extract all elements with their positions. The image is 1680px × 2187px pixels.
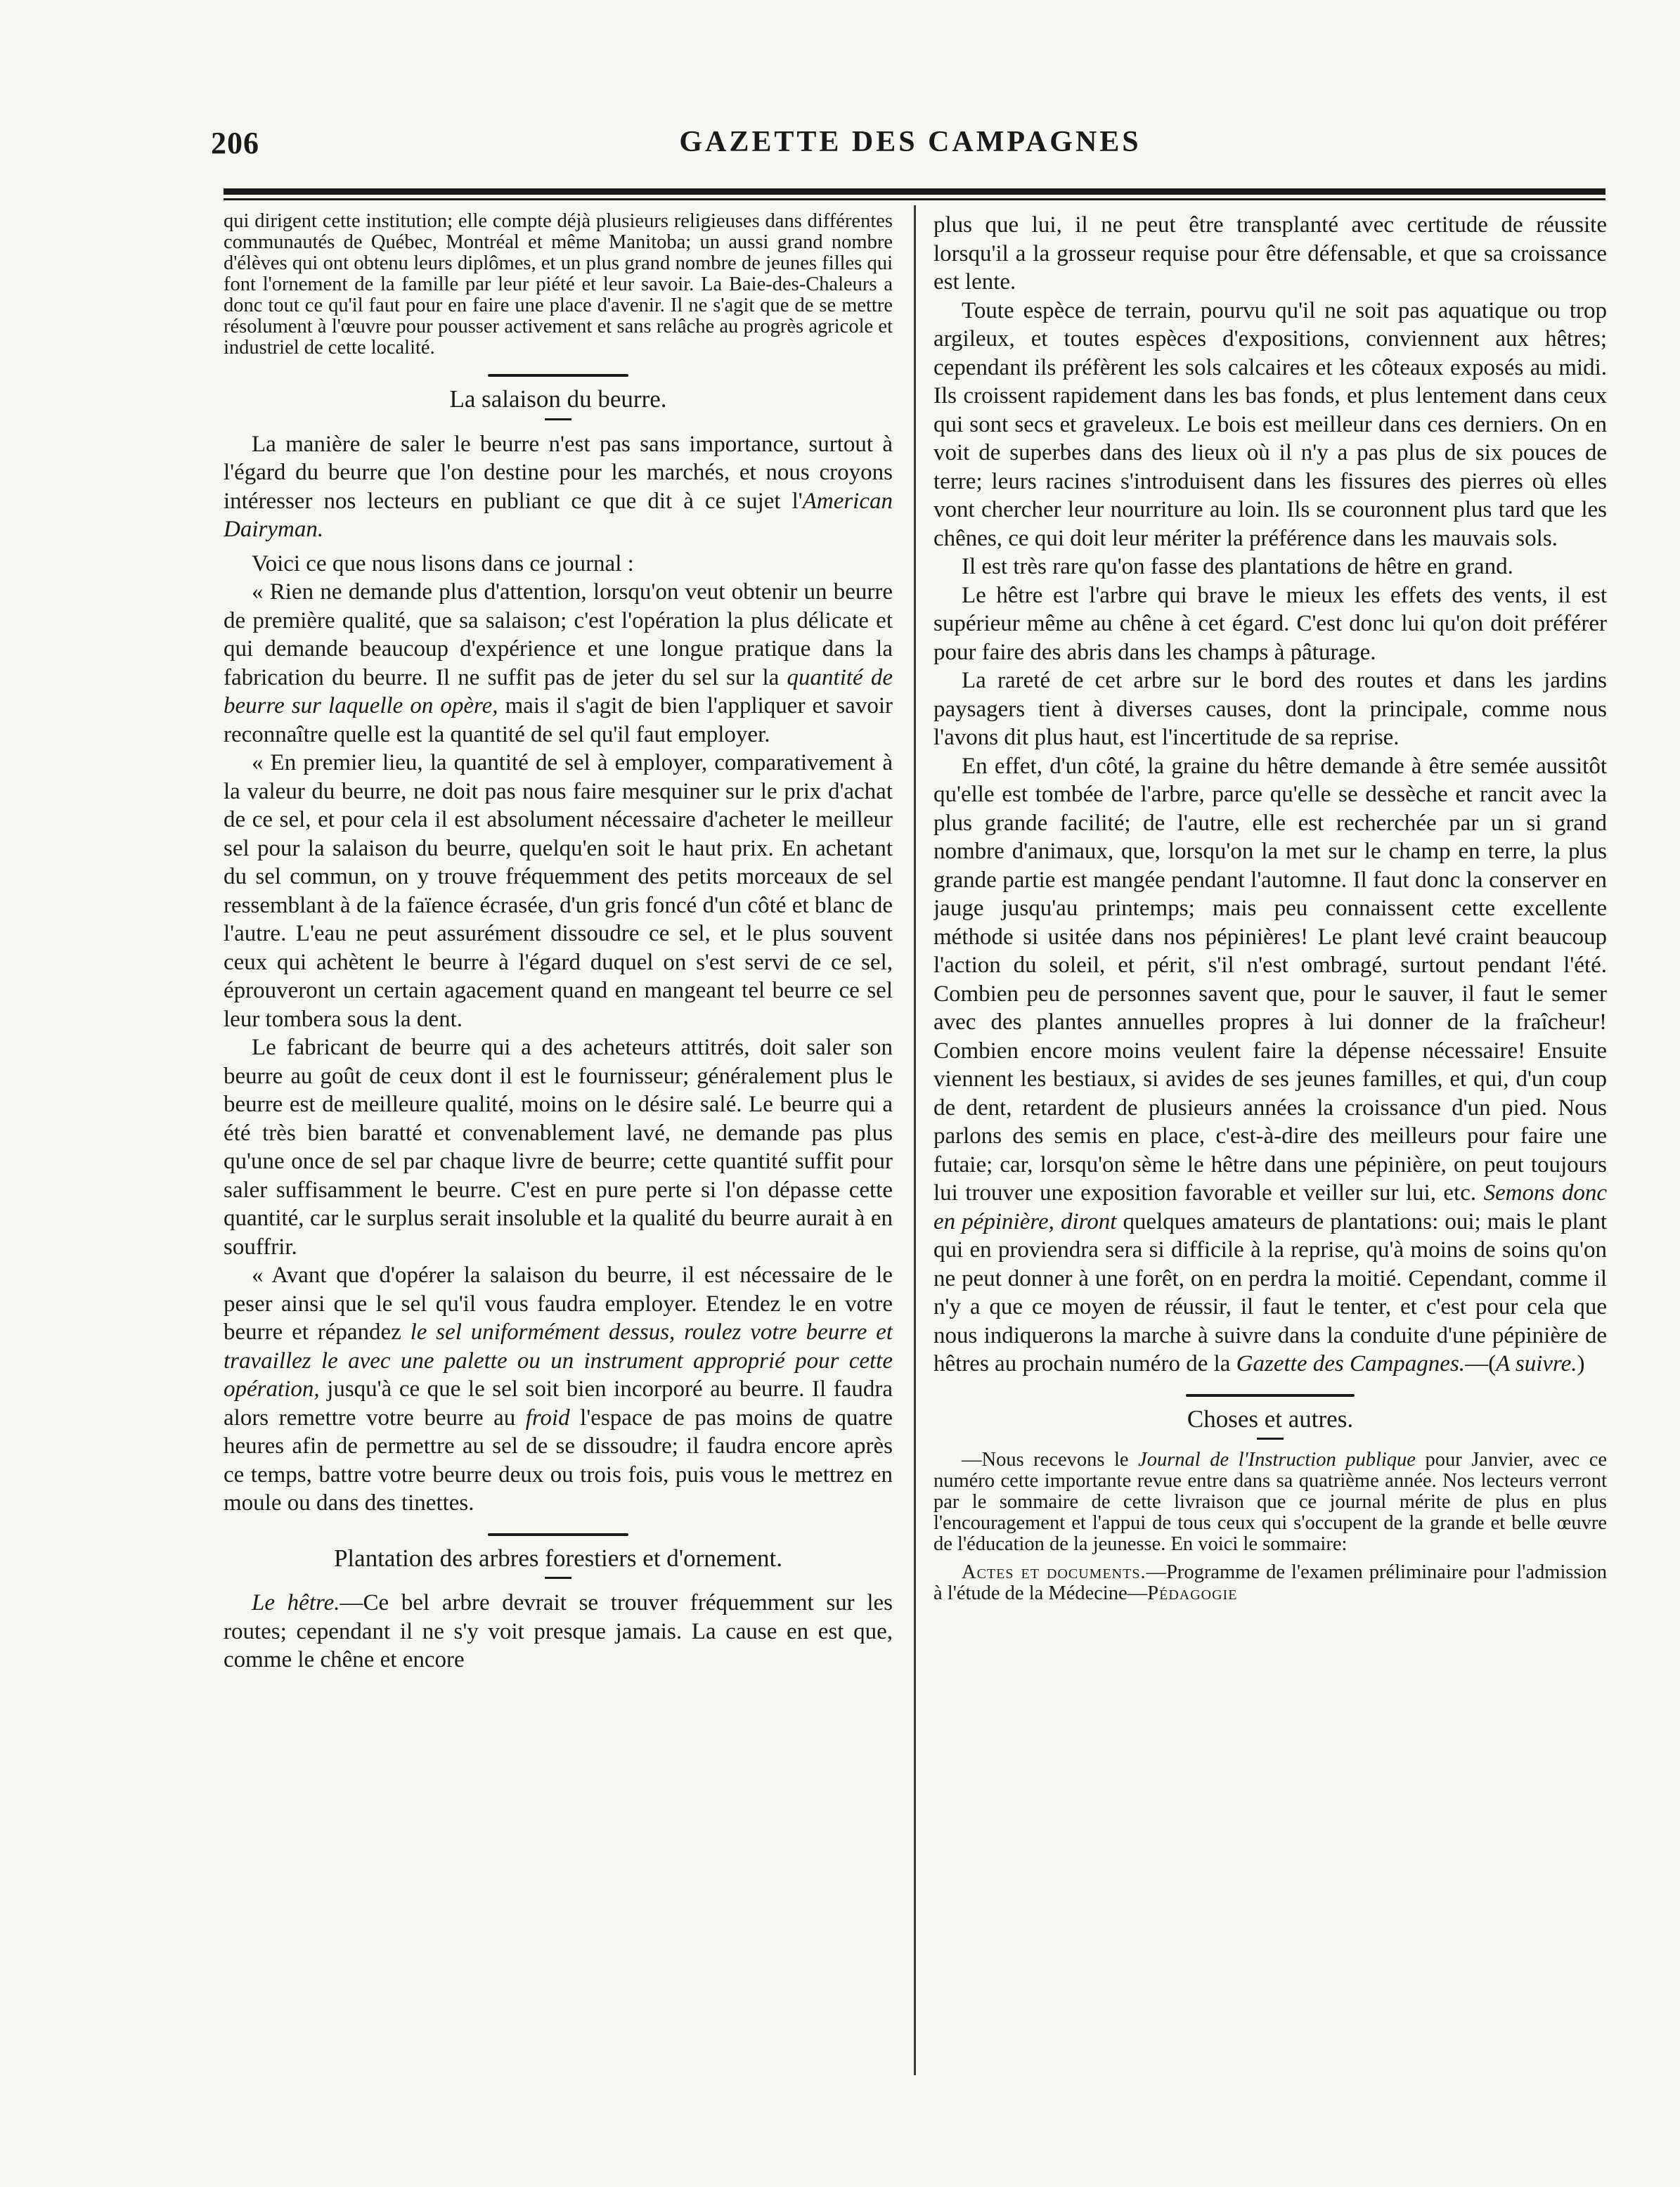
section-title-text: Choses et autres. <box>1187 1405 1354 1433</box>
paragraph-text: En effet, d'un côté, la graine du hêtre demande à être semée aussitôt qu'elle est tombée de l'arbre, parce qu'elle se dessèche et rancit avec la plus grande facilité; de l'autre, elle est recherchée par un si grand nombre d'animaux, que, lorsqu'on la met sur le champ en terre, la plus grande partie est mangée pendant l'automne. Il faut donc la conserver en jauge jusqu'au printemps; mais peu connaissent cette excellente méthode si usitée dans nos pépinières! Le plant levé craint beaucoup l'action du soleil, et périt, s'il n'est ombragé, surtout pendant l'été. Combien peu de personnes savent que, pour le sauver, il faut le semer avec des plantes annuelles propres à lui donner de la fraîcheur! Combien encore moins veulent faire la dépense nécessaire! Ensuite viennent les bestiaux, si avides de ses jeunes familles, et qui, d'un coup de dent, retardent de plusieurs années la croissance d'un pied. Nous parlons des semis en place, c'est-à-dire des meilleurs pour faire une futaie; car, lorsqu'on sème le hêtre dans une pépinière, on peut toujours lui trouver une exposition favorable et veiller sur lui, etc. <box>933 753 1607 1206</box>
paragraph <box>224 1589 893 1675</box>
paragraph-text: —Ce bel arbre devrait se trouver fréquemment sur les routes; cependant il ne s'y voit presque jamais. La cause en est que, comme le chêne et encore <box>224 1590 893 1672</box>
title-ornament-rule <box>488 1533 628 1536</box>
paragraph <box>224 430 893 544</box>
journal-name: American Dairyman. <box>224 488 893 542</box>
paragraph: Toute espèce de terrain, pourvu qu'il ne soit pas aquatique ou trop argileux, et toutes espèces d'expositions, conviennent aux hêtres; cependant ils préfèrent les sols calcaires et les côteaux exposés au midi. Ils croissent rapidement dans les bas fonds, et plus lentement dans ceux qui sont secs et graveleux. Le bois est meilleur dans ces derniers. On en voit de superbes dans des lieux où il n'y a pas plus de six pouces de terre; leurs racines s'introduisent dans les fissures des pierres où elles vont chercher leur nourriture au loin. Ils se couronnent plus tard que les chênes, ce qui doit leur mériter la préférence dans les mauvais sols. <box>933 297 1607 551</box>
paragraph: Voici ce que nous lisons dans ce journal : <box>252 550 634 576</box>
paragraph-text: —Programme de l'examen préliminaire pour l'admission à l'étude de la Médecine— <box>933 1561 1607 1604</box>
title-ornament-rule <box>1186 1394 1355 1397</box>
section-title-text: Plantation des arbres forestiers et d'ornement. <box>333 1544 783 1572</box>
paragraph-text: quelques amateurs de plantations: oui; mais le plant qui en proviendra sera si difficile à la reprise, qu'à moins de soins qu'on ne peut donner à une forêt, on en perdra la moitié. Cependant, comme il n'y a que ce moyen de réussir, il faut le tenter, et c'est pour cela que nous indiquerons la marche à suivre dans la conduite d'une pépinière de hêtres au prochain numéro de la <box>933 1208 1607 1376</box>
title-ornament-rule <box>488 374 628 377</box>
section-title-text: La salaison du beurre. <box>449 385 667 413</box>
title-dash <box>545 418 571 420</box>
paragraph <box>933 1562 1607 1604</box>
running-title: GAZETTE DES CAMPAGNES <box>679 126 1142 158</box>
paragraph-text: —Nous recevons le <box>962 1449 1139 1471</box>
paragraph: « En premier lieu, la quantité de sel à employer, comparativement à la valeur du beurre, ne doit pas nous faire mesquiner sur le prix d'achat de ce sel, et pour cela il est absolument nécessaire d'acheter le meilleur sel pour la salaison du beurre, quelqu'en soit le haut prix. En achetant du sel commun, on y trouve fréquemment des petits morceaux de sel ressemblant à de la faïence écrasée, d'un gris foncé d'un côté et blanc de l'autre. L'eau ne peut assurément dissoudre ce sel, et le plus souvent ceux qui achètent le beurre à l'égard duquel on s'est servi de ce sel, éprouveront un certain agacement quand en mangeant tel beurre ce sel leur tombera sous la dent. <box>224 750 893 1032</box>
column-divider <box>914 205 916 2075</box>
paragraph-text: l'espace de pas moins de quatre heures afin de permettre au sel de se dissoudre; il faudra encore après ce temps, battre votre beurre deux ou trois fois, puis vous le mettrez en moule ou dans des tinettes. <box>224 1405 893 1516</box>
italic-text: Semons donc en pépinière, diront <box>933 1180 1607 1234</box>
left-column <box>224 211 893 2081</box>
paragraph <box>224 578 893 749</box>
header-rule-thin <box>224 198 1605 200</box>
smallcaps-heading: Actes et documents. <box>962 1561 1146 1583</box>
intro-paragraph: qui dirigent cette institution; elle compte déjà plusieurs religieuses dans différentes communautés de Québec, Montréal et même Manitoba; un aussi grand nombre d'élèves qui ont obtenu leurs diplômes, et un plus grand nombre de jeunes filles qui font l'ornement de la famille par leur piété et leur savoir. La Baie-des-Chaleurs a donc tout ce qu'il faut pour en faire une place d'avenir. Il ne s'agit que de se mettre résolument à l'œuvre pour pousser activement et sans relâche au progrès agricole et industriel de cette localité. <box>224 211 893 359</box>
title-dash <box>545 1577 571 1579</box>
italic-text: quantité de beurre sur laquelle on opère, <box>224 664 893 718</box>
paragraph-text: jusqu'à ce que le sel soit bien incorporé au beurre. Il faudra alors remettre votre beurre au <box>224 1376 893 1431</box>
paragraph: Il est très rare qu'on fasse des plantations de hêtre en grand. <box>962 554 1513 579</box>
section-title-salaison <box>224 374 893 420</box>
paragraph-text: —( <box>1465 1351 1497 1376</box>
paragraph <box>933 752 1607 1379</box>
paragraph-text: « Rien ne demande plus d'attention, lorsqu'on veut obtenir un beurre de première qualité, que sa salaison; c'est l'opération la plus délicate et qui demande beaucoup d'expérience et une longue pratique dans la fabrication du beurre. Il ne suffit pas de jeter du sel sur la <box>224 579 893 690</box>
paragraph: plus que lui, il ne peut être transplanté avec certitude de réussite lorsqu'il a la grosseur requise pour être défensable, et que sa croissance est lente. <box>933 212 1607 295</box>
right-column <box>933 211 1607 2081</box>
paragraph-text: « Avant que d'opérer la salaison du beurre, il est nécessaire de le peser ainsi que le sel qu'il vous faudra employer. Etendez le en votre beurre et répandez <box>224 1263 893 1345</box>
italic-text: le sel uniformément dessus, roulez votre beurre et travaillez le avec une palette ou un instrument approprié pour cette opération, <box>224 1320 893 1402</box>
journal-name: Journal de l'Instruction publique <box>1138 1449 1416 1471</box>
paragraph-text: pour Janvier, avec ce numéro cette importante revue entre dans sa quatrième année. Nos lecteurs verront par le sommaire de cette livraison que ce journal mérite de plus en plus l'encouragement et l'appui de tous ceux qui s'occupent de la grande et belle œuvre de l'éducation de la jeunesse. En voici le sommaire: <box>933 1449 1607 1555</box>
section-title-plantation <box>224 1533 893 1580</box>
italic-text: Le hêtre. <box>252 1590 340 1615</box>
smallcaps-heading: Pédagogie <box>1147 1582 1238 1604</box>
page-header <box>211 125 1610 167</box>
paragraph-text: La manière de saler le beurre n'est pas sans importance, surtout à l'égard du beurre que l'on destine pour les marchés, et nous croyons intéresser nos lecteurs en publiant ce que dit à ce sujet l' <box>224 431 893 514</box>
italic-text: froid <box>525 1405 570 1431</box>
paragraph-text: ) <box>1577 1351 1585 1376</box>
title-dash <box>1257 1438 1284 1440</box>
section-title-choses <box>933 1394 1607 1440</box>
paragraph: Le fabricant de beurre qui a des acheteurs attitrés, doit saler son beurre au goût de ceux dont il est le fournisseur; généralement plus le beurre est de meilleure qualité, moins on le désire salé. Le beurre qui a été très bien baratté et convenablement lavé, ne demande pas plus qu'une once de sel par chaque livre de beurre; cette quantité suffit pour saler suffisamment le beurre. C'est en pure perte si l'on dépasse cette quantité, car le surplus serait insoluble et la qualité du beurre aurait à en souffrir. <box>224 1035 893 1260</box>
paragraph: La rareté de cet arbre sur le bord des routes et dans les jardins paysagers tient à diverses causes, dont la principale, comme nous l'avons dit plus haut, est l'incertitude de sa reprise. <box>933 668 1607 750</box>
paragraph-text: mais il s'agit de bien l'appliquer et savoir reconnaître quelle est la quantité de sel qu'il faut employer. <box>224 693 893 747</box>
paragraph <box>933 1450 1607 1555</box>
paragraph <box>224 1261 893 1518</box>
italic-text: Gazette des Campagnes. <box>1236 1351 1466 1376</box>
page-number: 206 <box>211 126 259 160</box>
paragraph: Le hêtre est l'arbre qui brave le mieux les effets des vents, il est supérieur même au chêne à cet égard. C'est donc lui qu'on doit préférer pour faire des abris dans les champs à pâturage. <box>933 582 1607 665</box>
header-rule-thick <box>224 188 1605 195</box>
italic-text: A suivre. <box>1496 1351 1577 1376</box>
